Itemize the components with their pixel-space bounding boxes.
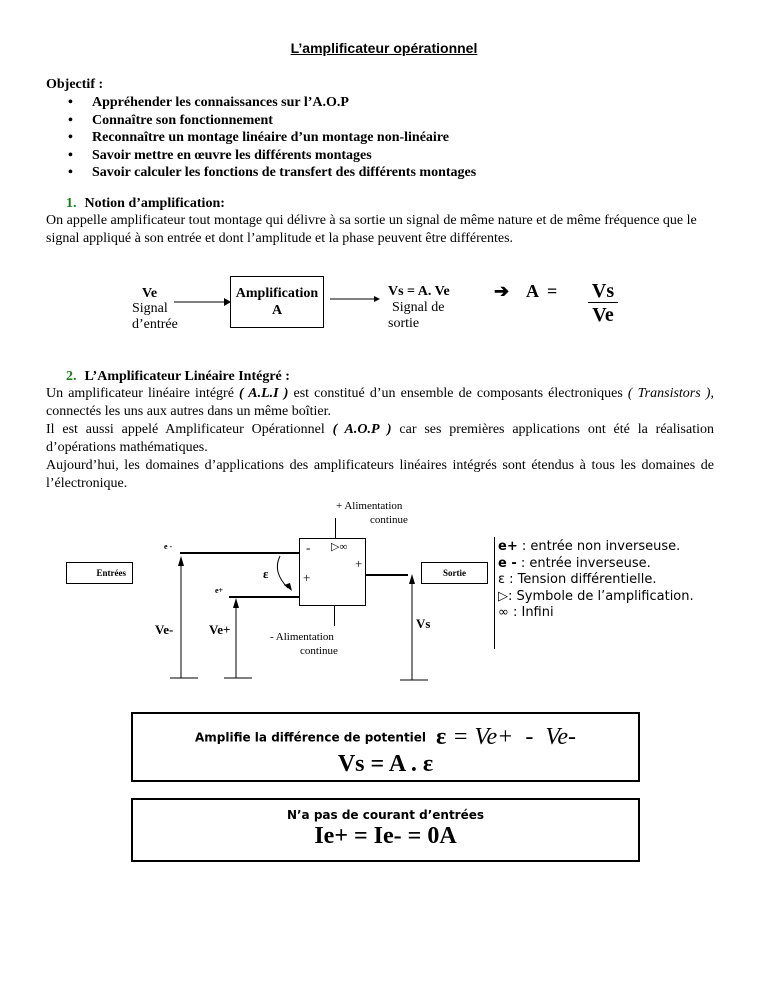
text: Il est aussi appelé Amplificateur Opérationnel <box>46 422 333 437</box>
gain-formula: Vs = A . ε <box>337 751 434 777</box>
section-1-heading <box>66 196 225 212</box>
legend-text: : entrée non inverseuse. <box>517 539 681 554</box>
fraction <box>588 280 618 327</box>
box-text: N’a pas de courant d’entrées <box>286 808 485 822</box>
input-label: d’entrée <box>132 317 178 332</box>
section-title: L’Amplificateur Linéaire Intégré : <box>84 369 290 384</box>
section-2-paragraph-2 <box>46 421 714 457</box>
section-1-paragraph: On appelle amplificateur tout montage qui délivre à sa sortie un signal de même nature et de même fréquence que le signal appliqué à son entrée et dont l’amplitude et la phase peuvent être différentes. <box>46 213 697 246</box>
legend-key: ∞ <box>498 605 509 620</box>
legend-item <box>498 556 694 573</box>
supply-positive-label: + Alimentation <box>336 500 403 512</box>
section-2-heading <box>66 369 290 385</box>
epsilon-label: ε <box>263 566 269 581</box>
result-lhs: A = <box>526 281 558 301</box>
legend-item <box>498 572 694 589</box>
section-2-paragraph-3: Aujourd’hui, les domaines d’applications des amplificateurs linéaires intégrés sont étendus à tous les domaines de l’électronique. <box>46 458 714 491</box>
current-formula: Ie+ = Ie- = 0A <box>314 823 457 849</box>
objectif-list <box>66 94 476 182</box>
legend-text: : Infini <box>508 605 554 620</box>
ve-minus-label: Ve- <box>155 622 174 637</box>
legend-item <box>498 589 694 606</box>
list-item: • Connaître son fonctionnement <box>66 112 476 130</box>
e-minus-label: e - <box>164 542 173 551</box>
legend <box>498 539 694 622</box>
list-item: • Savoir calculer les fonctions de transfert des différents montages <box>66 164 476 182</box>
sortie-box: Sortie <box>421 562 488 584</box>
legend-key: ▷ <box>498 588 508 604</box>
text: est constitué d’un ensemble de composants électroniques <box>288 386 628 401</box>
input-symbol: Ve <box>142 286 158 301</box>
box-label: Amplification <box>235 286 319 301</box>
list-item: • Appréhender les connaissances sur l’A.O.P <box>66 94 476 112</box>
ve-plus-label: Ve+ <box>209 622 231 637</box>
fraction-numerator: Vs <box>588 280 618 303</box>
box-line-1 <box>133 724 638 751</box>
section-2-paragraph-1 <box>46 385 714 421</box>
text: , connectés les uns aux autres dans un même boîtier. <box>46 386 714 419</box>
legend-text: : entrée inverseuse. <box>516 555 651 571</box>
voltage-arrows <box>170 556 450 682</box>
differential-voltage-box <box>131 712 640 782</box>
amplification-box <box>230 276 324 328</box>
legend-text: : Tension différentielle. <box>505 572 657 587</box>
box-label: A <box>271 303 283 318</box>
legend-item <box>498 605 694 622</box>
legend-text: : Symbole de l’amplification. <box>508 588 694 604</box>
epsilon-symbol: ε <box>436 724 447 750</box>
input-label: Signal <box>132 301 168 316</box>
legend-key: e - <box>498 555 517 571</box>
supply-negative-label: - Alimentation <box>270 631 334 643</box>
output-formula: Vs = A. Ve <box>388 284 450 299</box>
e-plus-label: e+ <box>215 586 224 595</box>
entrees-box: Entrées <box>66 562 133 584</box>
text: Un amplificateur linéaire intégré <box>46 386 240 401</box>
section-title: Notion d’amplification: <box>84 196 225 211</box>
list-item: • Savoir mettre en œuvre les différents montages <box>66 147 476 165</box>
supply-negative-label: continue <box>300 645 338 657</box>
abbr-ali: ( A.L.I ) <box>239 386 289 401</box>
arrow-icon <box>330 293 382 305</box>
output-label: sortie <box>388 316 420 331</box>
box-text: Amplifie la différence de potentiel <box>194 730 427 745</box>
page-title: L’amplificateur opérationnel <box>290 40 478 56</box>
abbr-aop: ( A.O.P ) <box>332 422 392 437</box>
input-current-box <box>131 798 640 862</box>
amplifier-symbol-icon: ▷∞ <box>331 541 348 553</box>
fraction-denominator: Ve <box>592 304 614 326</box>
inverting-sign: - <box>306 540 311 555</box>
list-item: • Reconnaître un montage linéaire d’un montage non-linéaire <box>66 129 476 147</box>
legend-key: e+ <box>498 539 518 554</box>
legend-key: ε <box>498 572 506 587</box>
text: car ses premières applications ont été la réalisation d’opérations mathématiques. <box>46 422 714 455</box>
output-sign: + <box>355 556 363 571</box>
objectif-label: Objectif : <box>46 77 104 92</box>
implies-arrow-icon: ➔ <box>494 281 510 301</box>
section-number: 1. <box>66 196 77 211</box>
vs-label: Vs <box>416 616 431 631</box>
legend-item <box>498 539 694 556</box>
transistors-note: ( Transistors ) <box>627 386 711 401</box>
supply-positive-label: continue <box>370 514 408 526</box>
epsilon-formula: = Ve+ - Ve- <box>446 724 576 750</box>
section-number: 2. <box>66 369 77 384</box>
noninverting-sign: + <box>303 570 311 585</box>
output-label: Signal de <box>392 300 445 315</box>
arrow-icon <box>174 296 232 308</box>
